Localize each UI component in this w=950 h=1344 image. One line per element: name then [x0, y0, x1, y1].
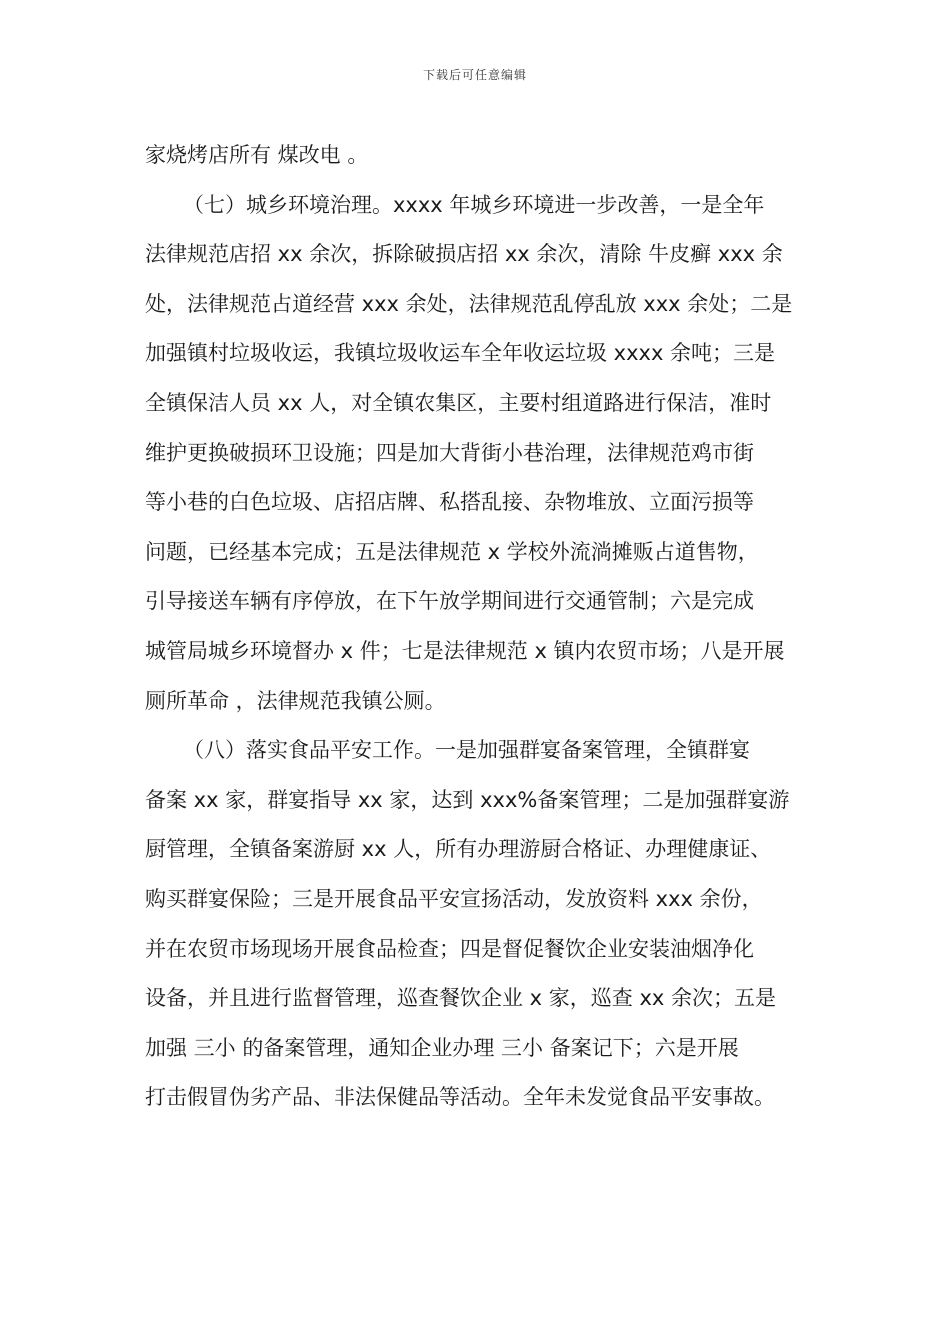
- document-body: [145, 131, 825, 1123]
- paragraph-heading-eight: （八）落实食品平安工作。一是加强群宴备案管理，全镇群宴: [183, 738, 750, 763]
- text-line: 全镇保洁人员 xx 人，对全镇农集区，主要村组道路进行保洁，准时: [145, 390, 772, 415]
- text-line: 设备，并且进行监督管理，巡查餐饮企业 x 家，巡查 xx 余次；五是: [145, 986, 776, 1011]
- text-line: 问题，已经基本完成；五是法律规范 x 学校外流淌摊贩占道售物，: [145, 539, 759, 564]
- text-line: 并在农贸市场现场开展食品检查；四是督促餐饮企业安装油烟净化: [145, 936, 754, 961]
- page-header: 下载后可任意编辑: [422, 68, 527, 82]
- text-line: 家烧烤店所有 煤改电 。: [145, 143, 369, 167]
- text-line: 厨管理，全镇备案游厨 xx 人，所有办理游厨合格证、办理健康证、: [145, 837, 772, 862]
- text-line: 打击假冒伪劣产品、非法保健品等活动。全年未发觉食品平安事故。: [145, 1085, 775, 1110]
- text-line: 维护更换破损环卫设施；四是加大背街小巷治理，法律规范鸡市街: [145, 440, 754, 465]
- text-line: 备案 xx 家，群宴指导 xx 家，达到 xxx%备案管理；二是加强群宴游: [145, 787, 790, 812]
- text-line: 购买群宴保险；三是开展食品平安宣扬活动，发放资料 xxx 余份，: [145, 886, 763, 911]
- paragraph-heading-seven: （七）城乡环境治理。xxxx 年城乡环境进一步改善，一是全年: [183, 192, 765, 217]
- text-line: 加强镇村垃圾收运，我镇垃圾收运车全年收运垃圾 xxxx 余吨；三是: [145, 341, 776, 366]
- text-line: 城管局城乡环境督办 x 件；七是法律规范 x 镇内农贸市场；八是开展: [145, 638, 785, 663]
- text-line: 厕所革命 ，法律规范我镇公厕。: [145, 688, 446, 713]
- text-line: 引导接送车辆有序停放，在下午放学期间进行交通管制；六是完成: [145, 589, 754, 614]
- text-line: 处，法律规范占道经营 xxx 余处，法律规范乱停乱放 xxx 余处；二是: [145, 291, 793, 316]
- text-line: 加强 三小 的备案管理，通知企业办理 三小 备案记下；六是开展: [145, 1035, 739, 1060]
- text-line: 法律规范店招 xx 余次，拆除破损店招 xx 余次，清除 牛皮癣 xxx 余: [145, 242, 783, 267]
- text-line: 等小巷的白色垃圾、店招店牌、私搭乱接、杂物堆放、立面污损等: [145, 490, 754, 515]
